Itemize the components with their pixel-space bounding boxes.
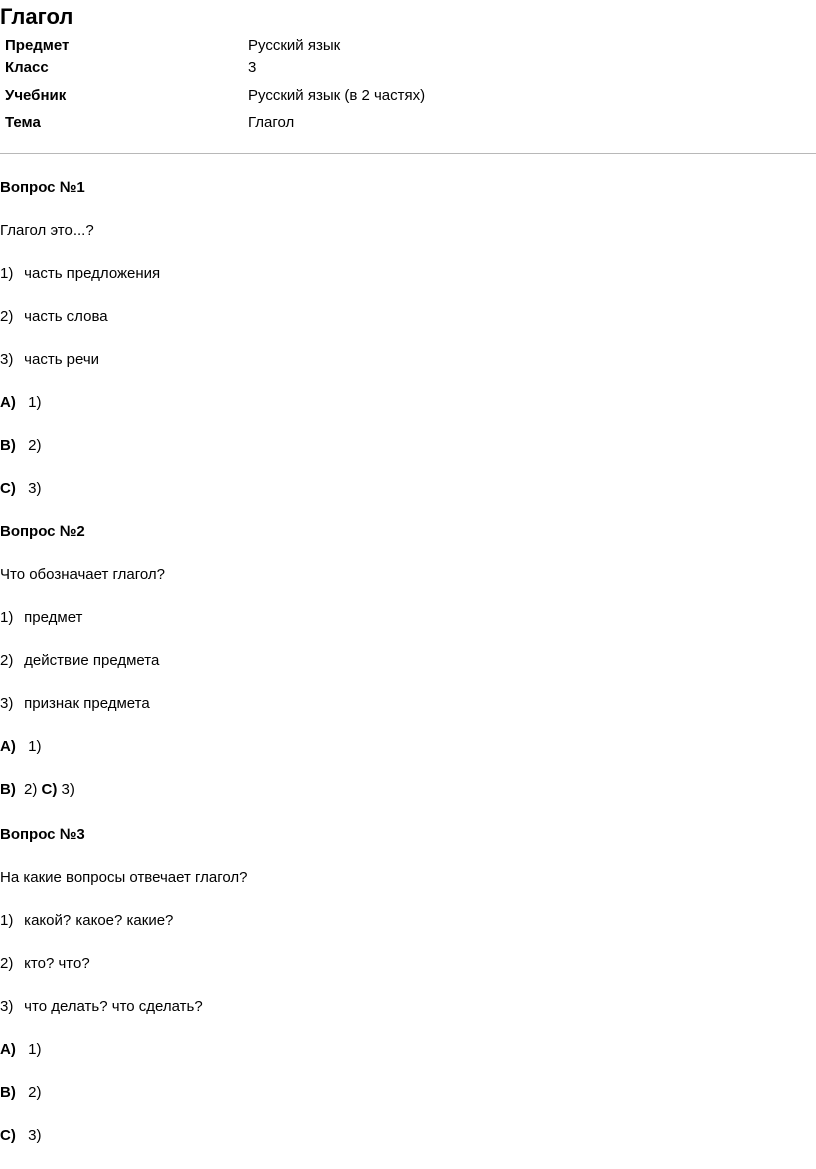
option-item	[0, 307, 108, 327]
answer-value: 3)	[28, 480, 42, 497]
option-text: часть слова	[24, 308, 108, 325]
answer-item	[0, 436, 42, 456]
meta-key: Класс	[5, 59, 49, 76]
answer-item	[0, 1083, 42, 1103]
question-text: Глагол это...?	[0, 222, 94, 239]
option-item	[0, 608, 82, 628]
option-number: 3)	[0, 998, 14, 1015]
answer-letter: A)	[0, 738, 16, 755]
answer-item	[0, 1126, 42, 1146]
answer-value: 2)	[28, 437, 42, 454]
answer-value: 1)	[28, 394, 42, 411]
answer-value: 2)	[28, 1084, 42, 1101]
answer-letter: C)	[41, 781, 58, 798]
meta-key: Учебник	[5, 87, 67, 104]
meta-value: Глагол	[248, 114, 295, 131]
option-text: какой? какое? какие?	[24, 912, 174, 929]
meta-value: Русский язык	[248, 37, 341, 54]
option-text: что делать? что сделать?	[24, 998, 203, 1015]
option-number: 3)	[0, 695, 14, 712]
question-title: Вопрос №1	[0, 179, 85, 196]
meta-key: Предмет	[5, 37, 70, 54]
meta-value: Русский язык (в 2 частях)	[248, 87, 426, 104]
answer-item	[0, 737, 42, 757]
option-number: 2)	[0, 308, 14, 325]
question-title: Вопрос №3	[0, 826, 85, 843]
meta-value: 3	[248, 59, 257, 76]
option-item	[0, 264, 160, 284]
answer-value: 1)	[28, 738, 42, 755]
answer-value: 3)	[61, 781, 75, 798]
answer-item	[0, 479, 42, 499]
answer-letter: C)	[0, 480, 16, 497]
option-item	[0, 651, 159, 671]
option-number: 1)	[0, 265, 14, 282]
answer-letter: B)	[0, 781, 16, 798]
answer-item	[0, 393, 42, 413]
answer-value: 3)	[28, 1127, 42, 1144]
option-text: действие предмета	[24, 652, 160, 669]
option-text: кто? что?	[24, 955, 90, 972]
option-item	[0, 997, 203, 1017]
meta-key: Тема	[5, 114, 41, 131]
answer-letter: A)	[0, 394, 16, 411]
question-title: Вопрос №2	[0, 523, 85, 540]
answer-letter: A)	[0, 1041, 16, 1058]
answer-value: 2)	[24, 781, 38, 798]
option-number: 1)	[0, 912, 14, 929]
option-item	[0, 350, 99, 370]
option-item	[0, 694, 150, 714]
answer-letter: B)	[0, 437, 16, 454]
option-text: часть речи	[24, 351, 100, 368]
option-text: предмет	[24, 609, 83, 626]
answer-value: 1)	[28, 1041, 42, 1058]
divider	[0, 153, 816, 154]
option-text: часть предложения	[24, 265, 161, 282]
option-item	[0, 954, 90, 974]
option-number: 1)	[0, 609, 14, 626]
option-number: 2)	[0, 652, 14, 669]
option-item	[0, 911, 173, 931]
option-number: 3)	[0, 351, 14, 368]
option-number: 2)	[0, 955, 14, 972]
question-text: На какие вопросы отвечает глагол?	[0, 869, 248, 886]
answer-item	[0, 1040, 42, 1060]
answer-letter: B)	[0, 1084, 16, 1101]
page-title: Глагол	[0, 4, 74, 29]
question-text: Что обозначает глагол?	[0, 566, 166, 583]
answer-letter: C)	[0, 1127, 16, 1144]
option-text: признак предмета	[24, 695, 150, 712]
answer-item-inline	[0, 780, 75, 800]
